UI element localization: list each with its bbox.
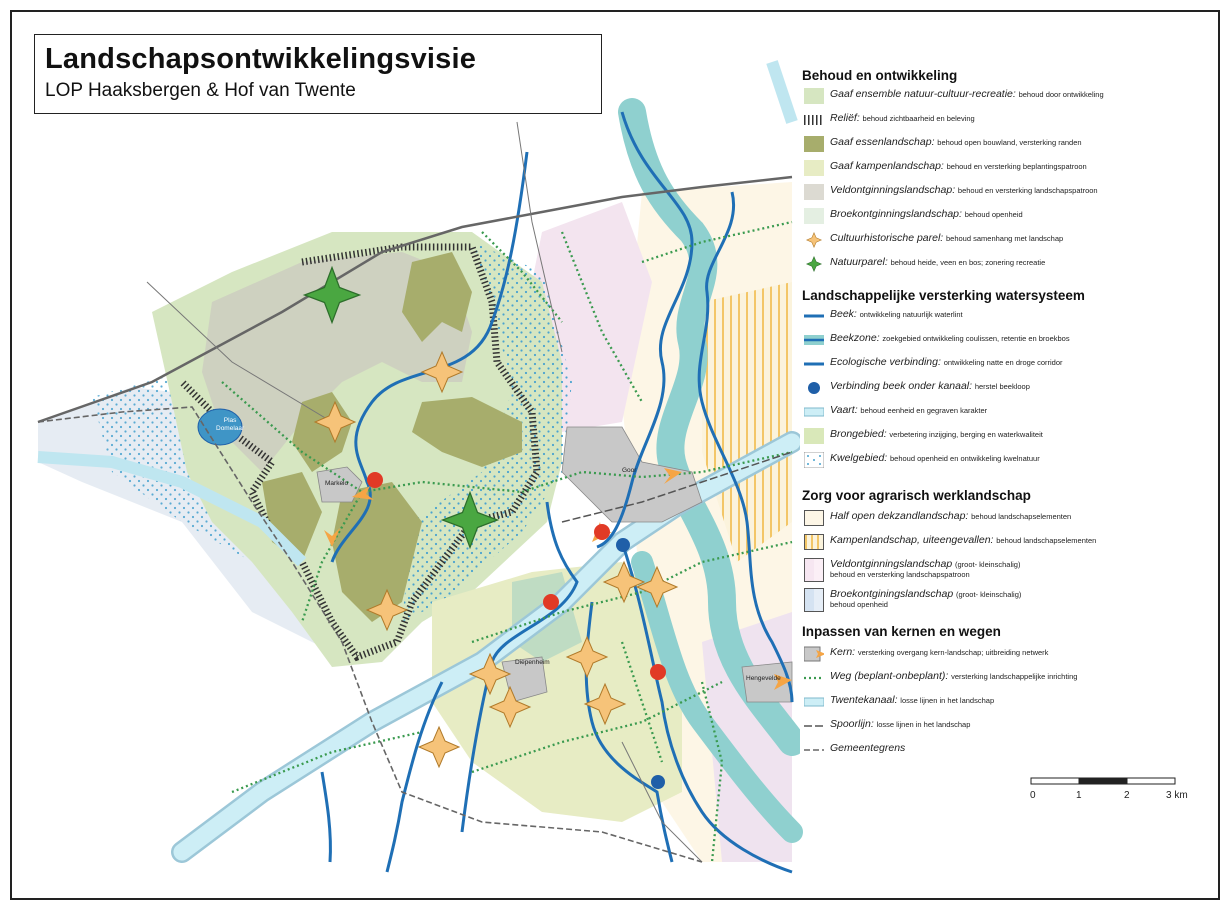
legend-desc: behoud samenhang met landschap bbox=[946, 234, 1064, 243]
legend-label: Veldontginningslandschap: bbox=[830, 184, 956, 196]
legend-item bbox=[802, 182, 1214, 204]
legend-desc: behoud zichtbaarheid en beleving bbox=[862, 114, 975, 123]
legend-desc: behoud openheid en ontwikkeling kwelnatuur bbox=[890, 454, 1040, 463]
kanaal-line-icon bbox=[804, 694, 824, 710]
legend-swatch bbox=[804, 428, 824, 444]
legend-item bbox=[802, 254, 1214, 276]
legend-item bbox=[802, 450, 1214, 472]
scale-tick-1: 1 bbox=[1076, 790, 1082, 801]
legend-desc: losse lijnen in het landschap bbox=[876, 720, 971, 729]
legend-desc: ontwikkeling natuurlijk waterlint bbox=[859, 310, 963, 319]
place-label-plas-line2: Domelaar bbox=[216, 425, 245, 432]
kern-icon bbox=[804, 646, 824, 662]
scale-tick-2: 2 bbox=[1124, 790, 1130, 801]
legend-swatch bbox=[804, 534, 824, 550]
legend-label: Natuurparel: bbox=[830, 256, 888, 268]
legend-label: Kampenlandschap, uiteengevallen: bbox=[830, 534, 994, 546]
legend-item bbox=[802, 230, 1214, 252]
legend-item bbox=[802, 378, 1214, 400]
legend-swatch bbox=[804, 510, 824, 526]
legend-label: Kern: bbox=[830, 646, 856, 658]
cultuur-parel-icon bbox=[804, 232, 824, 248]
legend-label: Spoorlijn: bbox=[830, 718, 874, 730]
legend-label: Broekontginningslandschap: bbox=[830, 208, 962, 220]
legend-label: Verbinding beek onder kanaal: bbox=[830, 380, 973, 392]
legend-label: Brongebied: bbox=[830, 428, 887, 440]
legend-desc: behoud en versterking landschapspatroon bbox=[957, 186, 1098, 195]
legend-desc: behoud landschapselementen bbox=[996, 536, 1097, 545]
legend-desc: verbetering inzijging, berging en waterkwaliteit bbox=[889, 430, 1043, 439]
legend-item bbox=[802, 556, 1214, 584]
legend-label: Gaaf essenlandschap: bbox=[830, 136, 935, 148]
legend-desc: losse lijnen in het landschap bbox=[900, 696, 995, 705]
legend-desc: behoud heide, veen en bos; zonering recreatie bbox=[890, 258, 1046, 267]
relief-swatch-icon bbox=[804, 112, 824, 128]
legend-desc: versterking landschappelijke inrichting bbox=[951, 672, 1078, 681]
title-box bbox=[34, 34, 602, 114]
legend-heading-kernen: Inpassen van kernen en wegen bbox=[802, 624, 1001, 639]
spoor-line-icon bbox=[804, 718, 824, 734]
legend-swatch bbox=[804, 160, 824, 176]
legend-item bbox=[802, 206, 1214, 228]
legend-item bbox=[802, 134, 1214, 156]
legend-swatch bbox=[804, 136, 824, 152]
map-subtitle: LOP Haaksbergen & Hof van Twente bbox=[45, 80, 356, 101]
legend-swatch bbox=[804, 588, 824, 612]
legend-item bbox=[802, 586, 1214, 614]
place-label-markelo: Markelo bbox=[325, 480, 349, 487]
legend-item bbox=[802, 644, 1214, 666]
legend-desc2: behoud openheid bbox=[830, 600, 888, 609]
legend-label: Cultuurhistorische parel: bbox=[830, 232, 944, 244]
legend-desc2: behoud en versterking landschapspatroon bbox=[830, 570, 970, 579]
legend-item bbox=[802, 110, 1214, 132]
legend-desc: behoud open bouwland, versterking randen bbox=[937, 138, 1082, 147]
legend bbox=[800, 64, 1215, 814]
legend-item bbox=[802, 426, 1214, 448]
legend-item bbox=[802, 740, 1214, 762]
legend-desc: ontwikkeling natte en droge corridor bbox=[943, 358, 1063, 367]
legend-item bbox=[802, 668, 1214, 690]
legend-swatch bbox=[804, 88, 824, 104]
beek-line-icon bbox=[804, 308, 824, 324]
legend-item bbox=[802, 692, 1214, 714]
legend-desc: behoud landschapselementen bbox=[971, 512, 1072, 521]
blue-dot-icon bbox=[804, 380, 824, 396]
vaart-line-icon bbox=[804, 404, 824, 420]
legend-item bbox=[802, 330, 1214, 352]
grens-line-icon bbox=[804, 742, 824, 758]
weg-line-icon bbox=[804, 670, 824, 686]
legend-label: Ecologische verbinding: bbox=[830, 356, 941, 368]
scale-tick-0: 0 bbox=[1030, 790, 1036, 801]
legend-desc: herstel beekloop bbox=[974, 382, 1030, 391]
place-label-hengevelde: Hengevelde bbox=[746, 675, 781, 682]
scale-bar-graphic bbox=[1030, 776, 1200, 790]
legend-heading-agrarisch: Zorg voor agrarisch werklandschap bbox=[802, 488, 1031, 503]
legend-item bbox=[802, 354, 1214, 376]
legend-desc: (groot- kleinschalig) bbox=[955, 590, 1022, 599]
legend-item bbox=[802, 306, 1214, 328]
legend-desc: versterking overgang kern-landschap; uitbreiding netwerk bbox=[857, 648, 1049, 657]
legend-desc: (groot- kleinschalig) bbox=[955, 560, 1021, 569]
legend-label: Twentekanaal: bbox=[830, 694, 898, 706]
place-label-goor: Goor bbox=[622, 467, 637, 474]
scale-tick-3: 3 km bbox=[1166, 790, 1188, 801]
beekzone-line-icon bbox=[804, 332, 824, 348]
legend-label: Vaart: bbox=[830, 404, 858, 416]
legend-item bbox=[802, 532, 1214, 554]
legend-label: Half open dekzandlandschap: bbox=[830, 510, 969, 522]
legend-swatch bbox=[804, 558, 824, 582]
kwel-dots-icon bbox=[804, 452, 824, 468]
legend-label: Gaaf ensemble natuur-cultuur-recreatie: bbox=[830, 88, 1016, 100]
legend-label: Veldontginningslandschap bbox=[830, 558, 953, 570]
legend-heading-behoud: Behoud en ontwikkeling bbox=[802, 68, 958, 83]
legend-label: Beekzone: bbox=[830, 332, 880, 344]
beek-8 bbox=[322, 772, 330, 862]
legend-desc: behoud en versterking beplantingspatroon bbox=[946, 162, 1087, 171]
place-label-diepenheim: Diepenheim bbox=[515, 659, 550, 666]
place-label-plas bbox=[216, 417, 244, 433]
map-frame bbox=[10, 10, 1220, 900]
legend-desc: behoud eenheid en gegraven karakter bbox=[860, 406, 988, 415]
legend-heading-water: Landschappelijke versterking watersysteem bbox=[802, 288, 1085, 303]
legend-label: Gemeentegrens bbox=[830, 742, 906, 754]
legend-label: Gaaf kampenlandschap: bbox=[830, 160, 944, 172]
map-title: Landschapsontwikkelingsvisie bbox=[45, 43, 477, 75]
legend-desc: behoud openheid bbox=[964, 210, 1023, 219]
legend-item bbox=[802, 402, 1214, 424]
legend-desc: behoud door ontwikkeling bbox=[1018, 90, 1104, 99]
legend-item bbox=[802, 86, 1214, 108]
legend-item bbox=[802, 508, 1214, 530]
place-label-plas-line1: Plas bbox=[223, 417, 237, 424]
legend-swatch bbox=[804, 208, 824, 224]
legend-item bbox=[802, 716, 1214, 738]
legend-label: Kwelgebied: bbox=[830, 452, 888, 464]
eco-line-icon bbox=[804, 356, 824, 372]
scale-bar bbox=[1030, 776, 1200, 806]
legend-label: Broekontginingslandschap bbox=[830, 588, 954, 600]
legend-item bbox=[802, 158, 1214, 180]
legend-desc: zoekgebied ontwikkeling coulissen, retentie en broekbos bbox=[882, 334, 1070, 343]
natuur-parel-icon bbox=[804, 256, 824, 272]
legend-label: Reliëf: bbox=[830, 112, 860, 124]
legend-label: Weg (beplant-onbeplant): bbox=[830, 670, 949, 682]
vaart-north bbox=[772, 62, 792, 122]
legend-swatch bbox=[804, 184, 824, 200]
legend-label: Beek: bbox=[830, 308, 857, 320]
